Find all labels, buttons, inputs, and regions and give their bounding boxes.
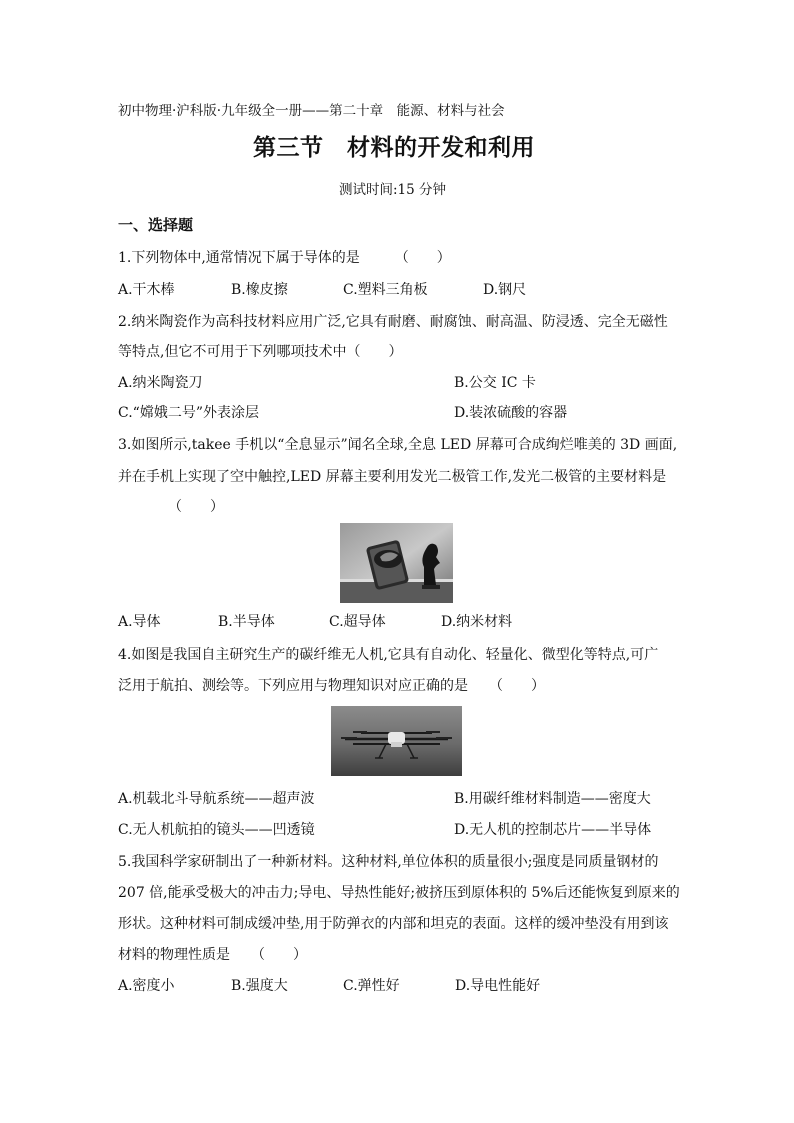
question-5-stem: 5.我国科学家研制出了一种新材料。这种材料,单位体积的质量很小;强度是同质量钢材的 [118,854,659,870]
q2-option-b: B.公交 IC 卡 [454,375,536,391]
q3-option-b: B.半导体 [218,614,275,630]
test-time: 测试时间:15 分钟 [339,182,447,198]
document-header: 初中物理·沪科版·九年级全一册——第二十章 能源、材料与社会 [118,103,505,119]
question-4-stem: 4.如图是我国自主研究生产的碳纤维无人机,它具有自动化、轻量化、微型化等特点,可广 [118,647,659,663]
page-title: 第三节 材料的开发和利用 [253,135,535,161]
question-3-stem: 并在手机上实现了空中触控,LED 屏幕主要利用发光二极管工作,发光二极管的主要材料是 [118,469,667,485]
q5-option-b: B.强度大 [231,978,288,994]
q1-option-a: A.干木棒 [118,282,175,298]
q4-option-c: C.无人机航拍的镜头——凹透镜 [118,822,315,838]
phone-hologram-photo [340,523,453,603]
q3-option-d: D.纳米材料 [441,614,513,630]
question-5-stem: 材料的物理性质是 （ ） [118,947,307,963]
q4-option-d: D.无人机的控制芯片——半导体 [454,822,652,838]
q4-option-a: A.机载北斗导航系统——超声波 [118,791,315,807]
question-3-stem: 3.如图所示,takee 手机以“全息显示”闻名全球,全息 LED 屏幕可合成绚烂唯美的 3D 画面, [118,437,678,453]
section-heading: 一、选择题 [118,216,194,234]
q5-option-a: A.密度小 [118,978,175,994]
q2-option-a: A.纳米陶瓷刀 [118,375,203,391]
q2-option-c: C.“嫦娥二号”外表涂层 [118,405,259,421]
question-4-stem: 泛用于航拍、测绘等。下列应用与物理知识对应正确的是 （ ） [118,678,545,694]
question-5-stem: 207 倍,能承受极大的冲击力;导电、导热性能好;被挤压到原体积的 5%后还能恢复到原来的 [118,885,680,901]
q5-option-d: D.导电性能好 [455,978,541,994]
q3-option-c: C.超导体 [329,614,386,630]
q3-option-a: A.导体 [118,614,161,630]
q4-option-b: B.用碳纤维材料制造——密度大 [454,791,651,807]
question-1-stem: 1.下列物体中,通常情况下属于导体的是 （ ） [118,250,451,266]
q5-option-c: C.弹性好 [343,978,400,994]
question-3-stem: （ ） [168,499,224,515]
q1-option-c: C.塑料三角板 [343,282,428,298]
drone-photo [331,706,462,776]
q2-option-d: D.装浓硫酸的容器 [454,405,568,421]
question-2-stem: 2.纳米陶瓷作为高科技材料应用广泛,它具有耐磨、耐腐蚀、耐高温、防浸透、完全无磁性 [118,314,668,330]
q1-option-d: D.钢尺 [483,282,527,298]
question-2-stem: 等特点,但它不可用于下列哪项技术中（ ） [118,344,403,360]
q1-option-b: B.橡皮擦 [231,282,288,298]
question-5-stem: 形状。这种材料可制成缓冲垫,用于防弹衣的内部和坦克的表面。这样的缓冲垫没有用到该 [118,916,669,932]
